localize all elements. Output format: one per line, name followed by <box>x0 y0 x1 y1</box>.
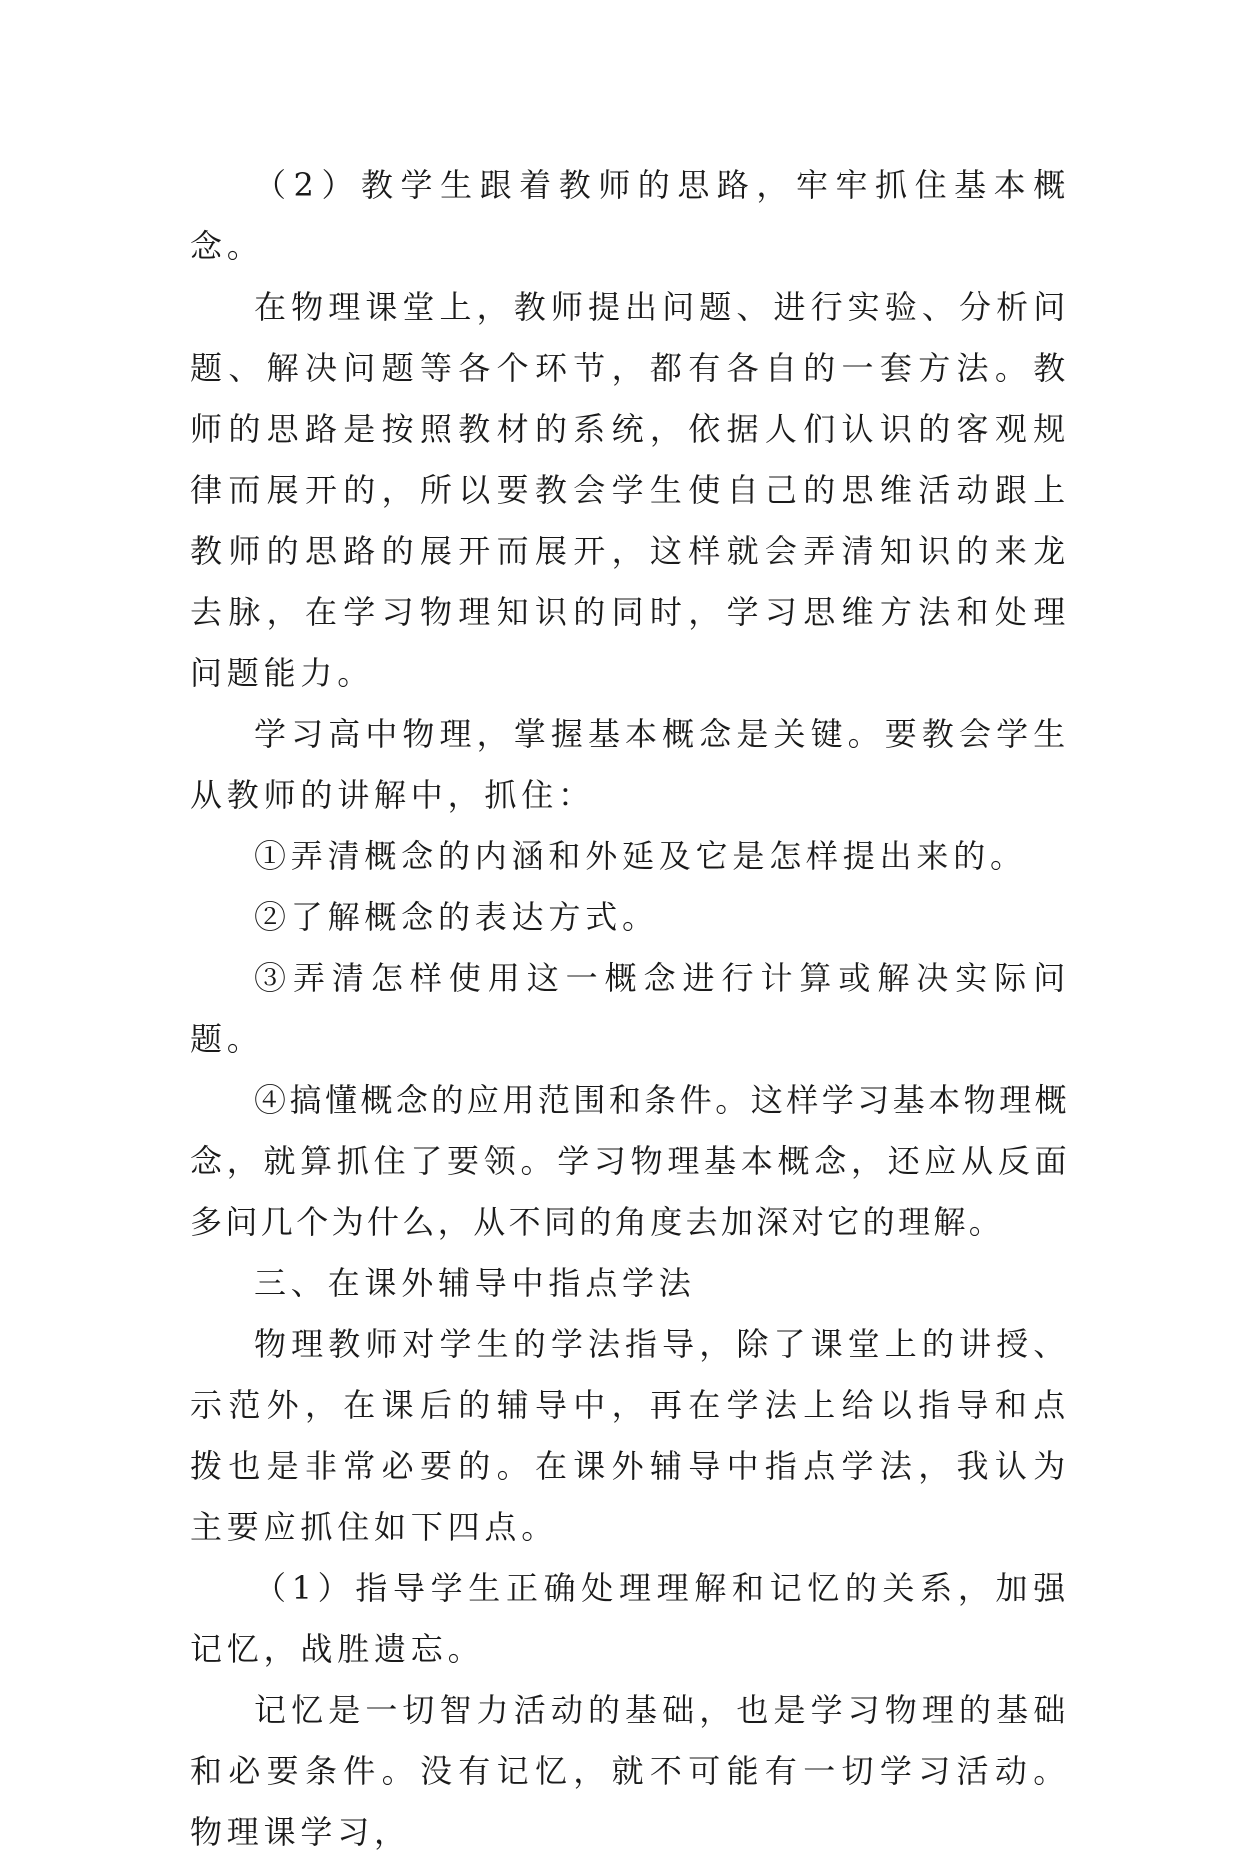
list-item-4: ④搞懂概念的应用范围和条件。这样学习基本物理概念，就算抓住了要领。学习物理基本概念，还应从反面多问几个为什么，从不同的角度去加深对它的理解。 <box>190 1081 1070 1241</box>
list-item-1: ①弄清概念的内涵和外延及它是怎样提出来的。 <box>254 837 1027 875</box>
paragraph-concepts: 学习高中物理，掌握基本概念是关键。要教会学生从教师的讲解中，抓住： <box>190 715 1070 814</box>
document-body <box>190 155 1070 1863</box>
paragraph-classroom: 在物理课堂上，教师提出问题、进行实验、分析问题、解决问题等各个环节，都有各自的一套方法。教师的思路是按照教材的系统，依据人们认识的客观规律而展开的，所以要教会学生使自己的思维活动跟上教师的思路的展开而展开，这样就会弄清知识的来龙去脉，在学习物理知识的同时，学习思维方法和处理问题能力。 <box>190 288 1070 692</box>
paragraph-heading-2: （2）教学生跟着教师的思路，牢牢抓住基本概念。 <box>190 166 1070 265</box>
paragraph-tutoring: 物理教师对学生的学法指导，除了课堂上的讲授、示范外，在课后的辅导中，再在学法上给以指导和点拨也是非常必要的。在课外辅导中指点学法，我认为主要应抓住如下四点。 <box>190 1325 1070 1546</box>
paragraph-heading-1: （1）指导学生正确处理理解和记忆的关系，加强记忆，战胜遗忘。 <box>190 1569 1070 1668</box>
section-heading-3: 三、在课外辅导中指点学法 <box>254 1264 696 1302</box>
list-item-3: ③弄清怎样使用这一概念进行计算或解决实际问题。 <box>190 959 1070 1058</box>
list-item-2: ②了解概念的表达方式。 <box>254 898 659 936</box>
paragraph-memory: 记忆是一切智力活动的基础，也是学习物理的基础和必要条件。没有记忆，就不可能有一切学习活动。物理课学习， <box>190 1691 1070 1851</box>
